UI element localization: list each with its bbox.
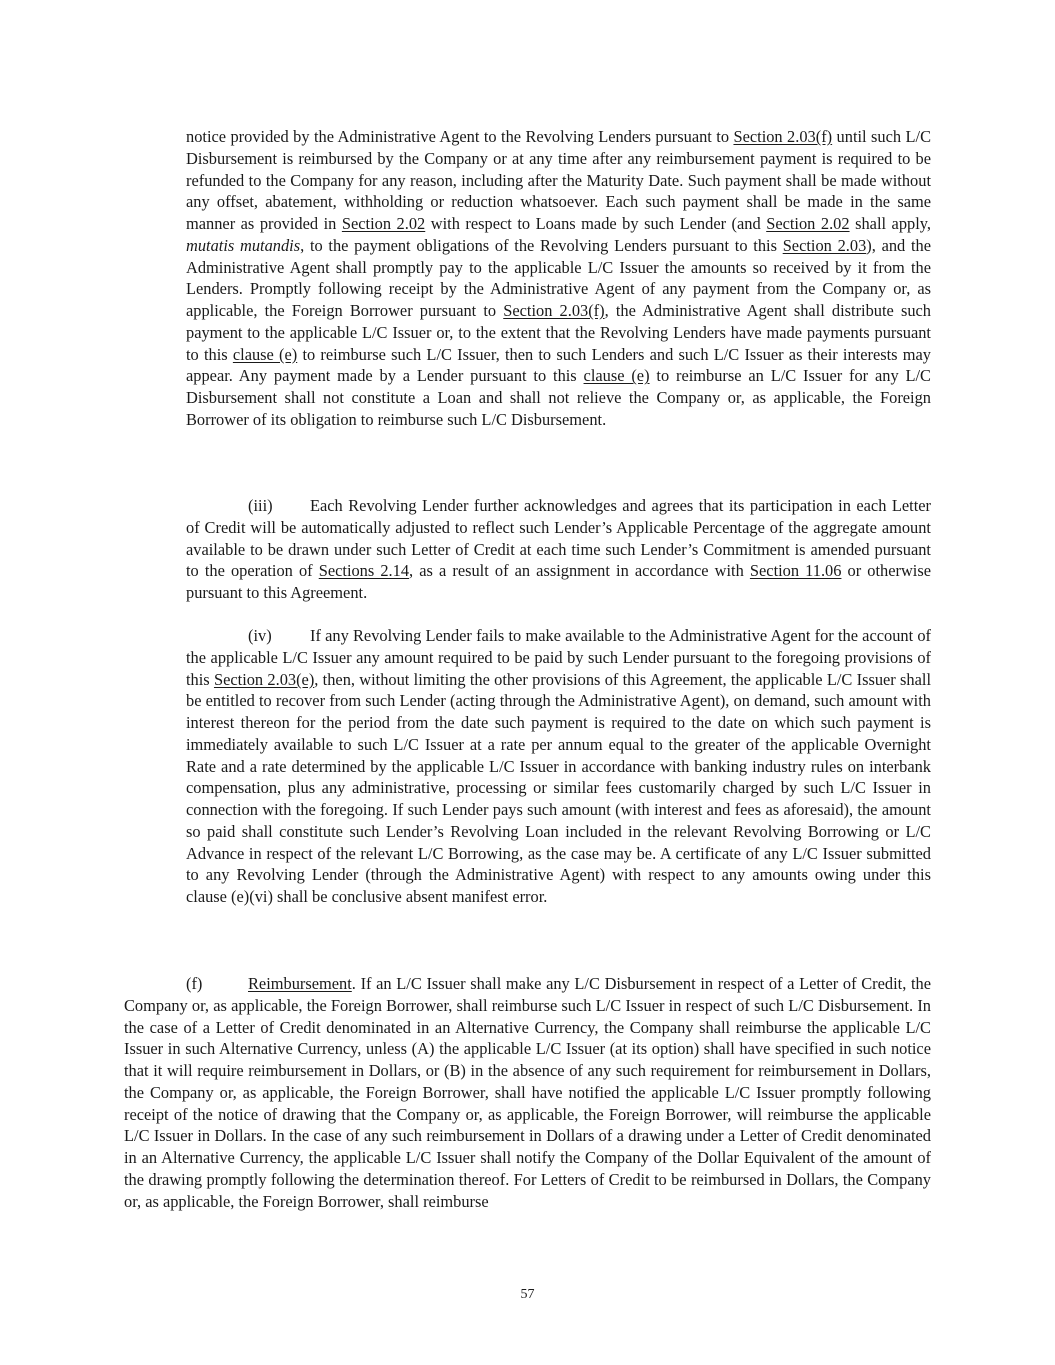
text-run: If any Revolving Lender fails to make available to the Administrative Agent for the account of the applicable L/C Issuer any amount required to be paid by such Lender pursuant to the foregoing provisions of this — [186, 626, 931, 689]
paragraph-iv — [186, 625, 931, 908]
italic-term: mutatis mutandis — [186, 235, 301, 255]
paragraph-iii — [186, 495, 931, 604]
text-run: , then, without limiting the other provisions of this Agreement, the applicable L/C Issuer shall be entitled to recover from such Lender (acting through the Administrative Agent), on demand, such amount with interest thereon for the period from the date such payment is required to the date on which such payment is immediately available to such L/C Issuer at a rate per annum equal to the greater of the applicable Overnight Rate and a rate determined by the applicable L/C Issuer in accordance with banking industry rules on interbank compensation, plus any administrative, processing or similar fees customarily charged by such L/C Issuer in connection with the foregoing. If such Lender pays such amount (with interest and fees as aforesaid), the amount so paid shall constitute such Lender’s Revolving Loan included in the relevant Revolving Borrowing or L/C Advance in respect of the relevant L/C Borrowing, as the case may be. A certificate of any L/C Issuer submitted to any Revolving Lender (through the Administrative Agent) with respect to any amounts owing under this clause (e)(vi) shall be conclusive absent manifest error. — [186, 669, 931, 906]
paragraph-marker: (f) — [186, 974, 203, 993]
section-reference: Section 2.03 — [782, 235, 867, 255]
text-run: with respect to Loans made by such Lender (and — [425, 214, 767, 233]
text-run: ), and the Administrative Agent shall promptly pay to the applicable L/C Issuer the amounts so received by it from the Lenders. Promptly following receipt by the Administrative Agent of any payment from the Company or, as applicable, the Foreign Borrower pursuant to — [186, 235, 931, 320]
text-run: shall apply, — [849, 214, 932, 233]
section-reference: Section 2.03(f) — [733, 127, 833, 146]
page-number: 57 — [520, 1287, 535, 1302]
section-reference: Section 11.06 — [749, 561, 842, 581]
text-run: until such L/C Disbursement is reimbursed by the Company or at any time after any reimbursement payment is required to be refunded to the Company for any reason, including after the Maturity Date. Such payment shall be made without any offset, abatement, withholding or reduction whatsoever. Each such payment shall be made in the same manner as provided in — [186, 127, 931, 233]
text-run: . If an L/C Issuer shall make any L/C Disbursement in respect of a Letter of Credit, the Company or, as applicable, the Foreign Borrower, shall reimburse such L/C Issuer in respect of such L/C Disbursement. In the case of a Letter of Credit denominated in an Alternative Currency, the Company shall reimburse the applicable L/C Issuer in such Alternative Currency, unless (A) the applicable L/C Issuer (at its option) shall have specified in such notice that it will require reimbursement in Dollars, or (B) in the absence of any such requirement for reimbursement in Dollars, the Company or, as applicable, the Foreign Borrower, shall have notified the applicable L/C Issuer promptly following receipt of the notice of drawing that the Company or, as applicable, the Foreign Borrower, will reimburse the applicable L/C Issuer in Dollars. In the case of any such reimbursement in Dollars of a drawing under a Letter of Credit denominated in an Alternative Currency, the applicable L/C Issuer shall notify the Company of the Dollar Equivalent of the amount of the drawing promptly following the determination thereof. For Letters of Credit to be reimbursed in Dollars, the Company or, as applicable, the Foreign Borrower, shall reimburse — [124, 974, 931, 1211]
section-reference: Section 2.02 — [341, 214, 426, 233]
section-reference: Section 2.03(e) — [213, 669, 315, 689]
paragraph-continuation — [186, 126, 931, 431]
text-run: to reimburse an L/C Issuer for any L/C Disbursement shall not constitute a Loan and shall not relieve the Company or, as applicable, the Foreign Borrower of its obligation to reimburse such L/C Disbursement. — [186, 366, 931, 429]
text-run: Each Revolving Lender further acknowledges and agrees that its participation in each Letter of Credit will be automatically adjusted to reflect such Lender’s Applicable Percentage of the aggregate amount available to be drawn under such Letter of Credit at each time such Lender’s Commitment is amended pursuant to the operation of — [186, 496, 931, 581]
section-heading: Reimbursement — [248, 974, 352, 993]
text-run: , as a result of an assignment in accordance with — [409, 561, 750, 581]
text-run: , the Administrative Agent shall distribute such payment to the applicable L/C Issuer or, to the extent that the Revolving Lenders have made payments pursuant to this — [186, 301, 931, 364]
text-run: , to the payment obligations of the Revolving Lenders pursuant to this — [300, 235, 783, 255]
paragraph-marker: (iv) — [248, 626, 272, 645]
text-run: notice provided by the Administrative Agent to the Revolving Lenders pursuant to — [186, 127, 734, 146]
text-run: to reimburse such L/C Issuer, then to such Lenders and such L/C Issuer as their interests may appear. Any payment made by a Lender pursuant to this — [186, 344, 931, 386]
clause-reference: clause (e) — [232, 344, 298, 364]
clause-reference: clause (e) — [583, 366, 650, 386]
text-run: or otherwise pursuant to this Agreement. — [186, 561, 932, 602]
section-reference: Sections 2.14 — [318, 561, 410, 581]
section-reference: Section 2.03(f) — [503, 301, 605, 320]
paragraph-marker: (iii) — [248, 496, 273, 515]
paragraph-f-reimbursement — [124, 973, 931, 1212]
section-reference: Section 2.02 — [766, 214, 850, 233]
